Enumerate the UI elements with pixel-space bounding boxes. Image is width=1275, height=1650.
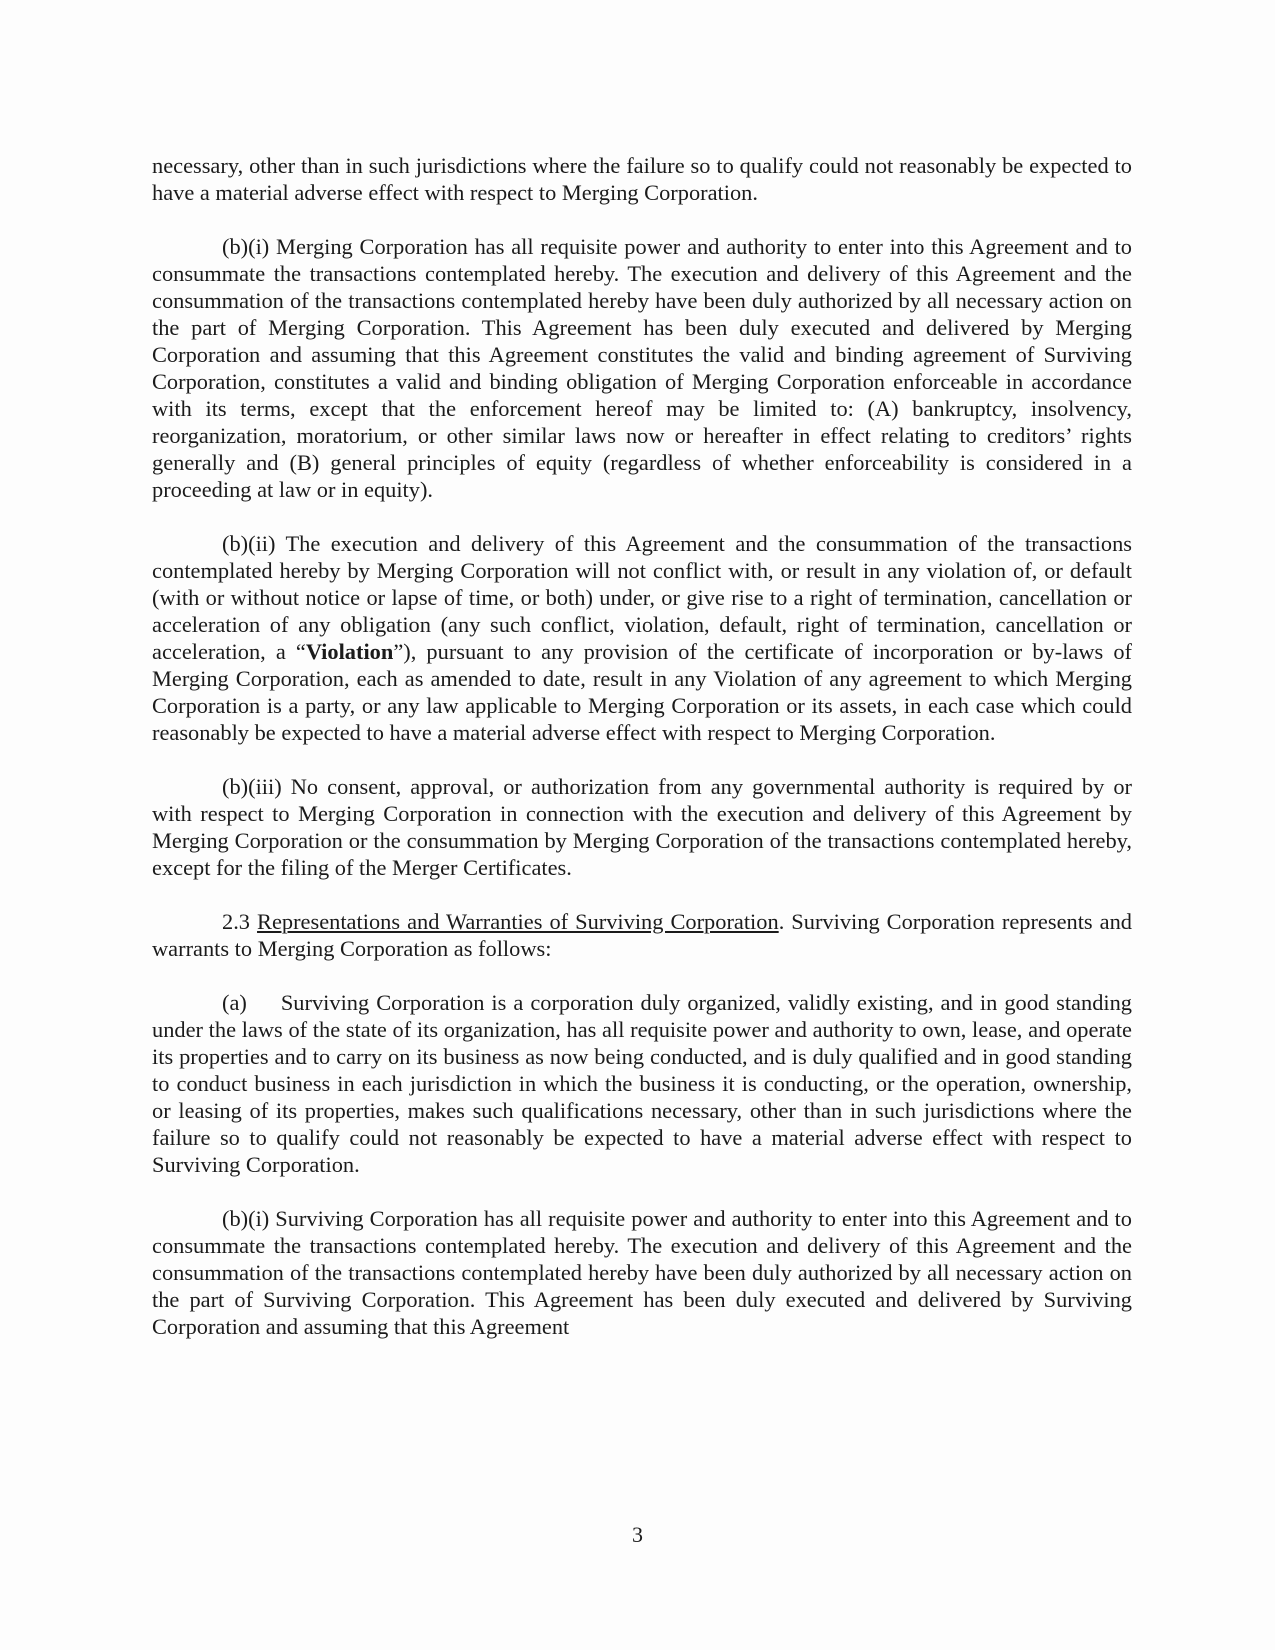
paragraph-b-i-surviving: (b)(i) Surviving Corporation has all requisite power and authority to enter into this Agreement and to consummate the transactions contemplated hereby. The execution and delivery of this Agreement and the consummation of the transactions contemplated hereby have been duly authorized by all necessary action on the part of Surviving Corporation. This Agreement has been duly executed and delivered by Surviving Corporation and assuming that this Agreement	[152, 1206, 1132, 1339]
paragraph-b-iii-merging: (b)(iii) No consent, approval, or authorization from any governmental authority is required by or with respect to Merging Corporation in connection with the execution and delivery of this Agreement by Merging Corporation or the consummation by Merging Corporation of the transactions contemplated hereby, except for the filing of the Merger Certificates.	[152, 774, 1132, 880]
page-number: 3	[632, 1522, 643, 1547]
defined-term-violation: Violation	[305, 639, 394, 664]
paragraph-b-ii-merging	[152, 530, 1132, 746]
document-body	[152, 152, 1132, 1340]
paragraph-continued: necessary, other than in such jurisdictions where the failure so to qualify could not reasonably be expected to have a material adverse effect with respect to Merging Corporation.	[152, 153, 1132, 205]
paragraph-b-i-merging: (b)(i) Merging Corporation has all requisite power and authority to enter into this Agreement and to consummate the transactions contemplated hereby. The execution and delivery of this Agreement and the consummation of the transactions contemplated hereby have been duly authorized by all necessary action on the part of Merging Corporation. This Agreement has been duly executed and delivered by Merging Corporation and assuming that this Agreement constitutes the valid and binding agreement of Surviving Corporation, constitutes a valid and binding obligation of Merging Corporation enforceable in accordance with its terms, except that the enforcement hereof may be limited to: (A) bankruptcy, insolvency, reorganization, moratorium, or other similar laws now or hereafter in effect relating to creditors’ rights generally and (B) general principles of equity (regardless of whether enforceability is considered in a proceeding at law or in equity).	[152, 234, 1132, 502]
paragraph-b-ii-text-before: (b)(ii) The execution and delivery of this Agreement and the consummation of the transactions contemplated hereby by Merging Corporation will not conflict with, or result in any violation of, or default (with or without notice or lapse of time, or both) under, or give rise to a right of termination, cancellation or acceleration of any obligation (any such conflict, violation, default, right of termination, cancellation or acceleration, a “	[152, 531, 1132, 664]
paragraph-a-text: Surviving Corporation is a corporation duly organized, validly existing, and in good standing under the laws of the state of its organization, has all requisite power and authority to own, lease, and operate its properties and to carry on its business as now being conducted, and is duly qualified and in good standing to conduct business in each jurisdiction in which the business it is conducting, or the operation, ownership, or leasing of its properties, makes such qualifications necessary, other than in such jurisdictions where the failure so to qualify could not reasonably be expected to have a material adverse effect with respect to Surviving Corporation.	[152, 990, 1132, 1177]
paragraph-label: (a)	[222, 990, 247, 1015]
paragraph-a-surviving	[152, 989, 1132, 1178]
section-2-3	[152, 908, 1132, 962]
section-2-3-text: . Surviving Corporation represents and warrants to Merging Corporation as follows:	[152, 909, 1132, 961]
paragraph-b-ii-text-after: ”), pursuant to any provision of the certificate of incorporation or by-laws of Merging Corporation, each as amended to date, result in any Violation of any agreement to which Merging Corporation is a party, or any law applicable to Merging Corporation or its assets, in each case which could reasonably be expected to have a material adverse effect with respect to Merging Corporation.	[152, 639, 1132, 745]
section-number: 2.3	[222, 909, 250, 934]
section-heading: Representations and Warranties of Surviving Corporation	[257, 909, 779, 934]
